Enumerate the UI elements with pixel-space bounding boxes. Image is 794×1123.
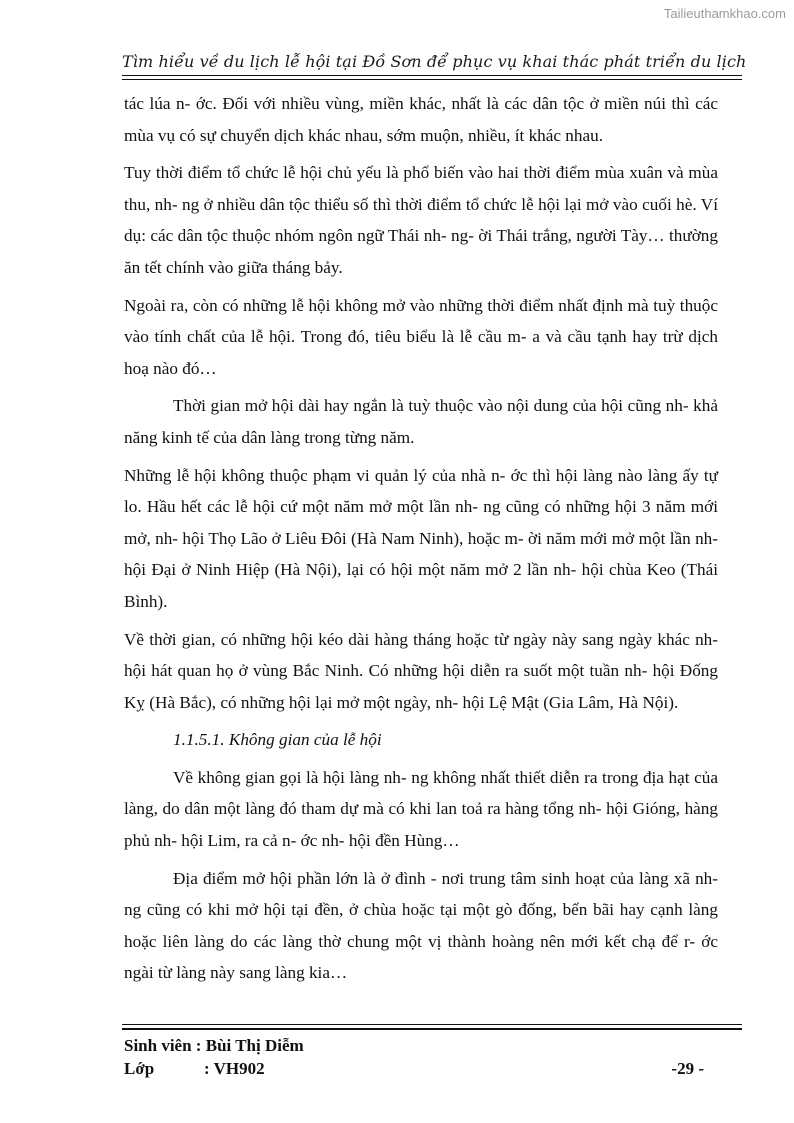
student-label: Sinh viên : bbox=[124, 1036, 202, 1055]
student-name: Bùi Thị Diễm bbox=[205, 1036, 304, 1055]
document-body bbox=[124, 88, 718, 995]
student-row bbox=[124, 1034, 704, 1057]
header-rule bbox=[122, 75, 742, 76]
paragraph-4: Thời gian mở hội dài hay ngắn là tuỳ thuộc vào nội dung của hội cũng nh- khả năng kinh tế của dân làng trong từng năm. bbox=[124, 396, 718, 447]
header-rule-thin bbox=[122, 79, 742, 80]
footer-rule bbox=[122, 1028, 742, 1030]
class-value: : VH902 bbox=[204, 1059, 265, 1078]
paragraph-1: tác lúa n- ớc. Đối với nhiều vùng, miền khác, nhất là các dân tộc ở miền núi thì các mùa vụ có sự chuyển dịch khác nhau, sớm muộn, nhiều, ít khác nhau. bbox=[124, 94, 718, 145]
paragraph-6: Về thời gian, có những hội kéo dài hàng tháng hoặc từ ngày này sang ngày khác nh- hội hát quan họ ở vùng Bắc Ninh. Có những hội diễn ra suốt một tuần nh- hội Đống Kỵ (Hà Bắc), có những hội lại mở một ngày, nh- hội Lệ Mật (Gia Lâm, Hà Nội). bbox=[124, 629, 718, 712]
paragraph-3: Ngoài ra, còn có những lễ hội không mở vào những thời điểm nhất định mà tuỳ thuộc vào tính chất của lễ hội. Trong đó, tiêu biểu là lễ cầu m- a và cầu tạnh hay trừ dịch hoạ nào đó… bbox=[124, 295, 718, 378]
footer-rule-thin bbox=[122, 1024, 742, 1025]
page-footer bbox=[124, 1034, 704, 1080]
section-heading: 1.1.5.1. Không gian của lễ hội bbox=[173, 730, 382, 750]
page-number: -29 - bbox=[671, 1059, 704, 1078]
watermark: Tailieuthamkhao.com bbox=[663, 6, 786, 21]
class-label: Lớp bbox=[124, 1059, 155, 1078]
paragraph-7: Về không gian gọi là hội làng nh- ng không nhất thiết diễn ra trong địa hạt của làng, do dân một làng đó tham dự mà có khi lan toả ra hàng tổng nh- hội Gióng, hàng phủ nh- hội Lim, ra cả n- ớc nh- hội đền Hùng… bbox=[124, 767, 718, 851]
paragraph-8: Địa điểm mở hội phần lớn là ở đình - nơi trung tâm sinh hoạt của làng xã nh- ng cũng có khi mở hội tại đền, ở chùa hoặc tại một gò đống, bến bãi hay cạnh làng hoặc liên làng do các làng thờ chung một vị thành hoàng nên mới kết chạ để r- ớc ngài từ làng này sang làng kia… bbox=[124, 868, 718, 983]
paragraph-2: Tuy thời điểm tổ chức lễ hội chủ yếu là phổ biến vào hai thời điểm mùa xuân và mùa thu, nh- ng ở nhiều dân tộc thiểu số thì thời điểm tổ chức lễ hội lại mở vào cuối hè. Ví dụ: các dân tộc thuộc nhóm ngôn ngữ Thái nh- ng- ời Thái trắng, người Tày… thường ăn tết chính vào giữa tháng bảy. bbox=[124, 163, 718, 277]
page-header: Tìm hiểu về du lịch lễ hội tại Đồ Sơn để phục vụ khai thác phát triển du lịch bbox=[122, 52, 747, 71]
class-row bbox=[124, 1057, 704, 1080]
paragraph-5: Những lễ hội không thuộc phạm vi quản lý của nhà n- ớc thì hội làng nào làng ấy tự lo. Hầu hết các lễ hội cứ một năm mở một lần nh- ng cũng có những hội 3 năm mới mở, nh- hội Thọ Lão ở Liêu Đôi (Hà Nam Ninh), hoặc m- ời năm mới mở một lần nh- hội Đại ở Ninh Hiệp (Hà Nội), lại có hội một năm mở 2 lần nh- hội chùa Keo (Thái Bình). bbox=[124, 465, 718, 611]
